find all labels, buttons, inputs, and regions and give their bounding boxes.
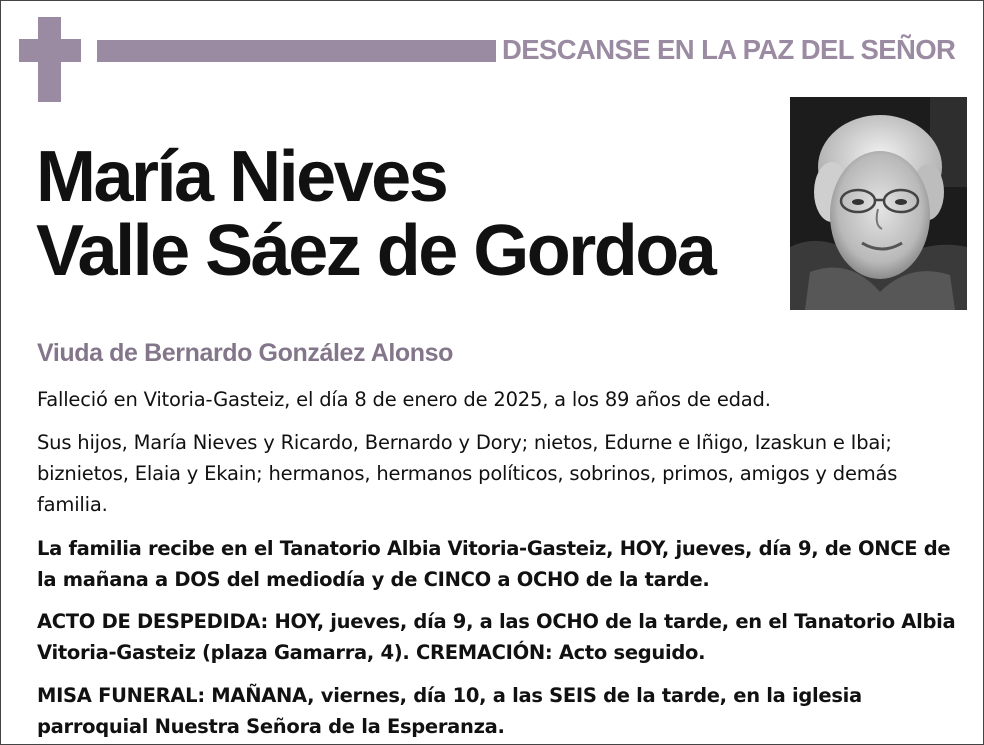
- header-title: DESCANSE EN LA PAZ DEL SEÑOR: [502, 34, 956, 65]
- widow-of-line: Viuda de Bernardo González Alonso: [37, 339, 454, 367]
- cross-horizontal-bar: [19, 39, 81, 62]
- deceased-name-line2: Valle Sáez de Gordoa: [36, 211, 715, 291]
- deceased-portrait-photo: [790, 97, 967, 310]
- deceased-name-line1: María Nieves: [36, 137, 447, 217]
- death-notice-text: Falleció en Vitoria-Gasteiz, el día 8 de enero de 2025, a los 89 años de edad.: [37, 388, 771, 411]
- header-rule: [97, 40, 496, 62]
- funeral-mass-text: MISA FUNERAL: MAÑANA, viernes, día 10, a las SEIS de la tarde, en la iglesia parroquial Nuestra Señora de la Esperanza.: [37, 684, 862, 738]
- farewell-ceremony-text: ACTO DE DESPEDIDA: HOY, jueves, día 9, a las OCHO de la tarde, en el Tanatorio Albia Vitoria-Gasteiz (plaza Gamarra, 4). CREMACIÓN: Acto seguido.: [37, 610, 956, 664]
- reception-text: La familia recibe en el Tanatorio Albia Vitoria-Gasteiz, HOY, jueves, día 9, de ONCE de la mañana a DOS del mediodía y de CINCO a OCHO de la tarde.: [37, 537, 951, 591]
- family-list-text: Sus hijos, María Nieves y Ricardo, Bernardo y Dory; nietos, Edurne e Iñigo, Izaskun e Ibai; biznietos, Elaia y Ekain; hermanos, hermanos políticos, sobrinos, primos, amigos y demás familia.: [37, 431, 898, 516]
- portrait-image: [790, 97, 967, 310]
